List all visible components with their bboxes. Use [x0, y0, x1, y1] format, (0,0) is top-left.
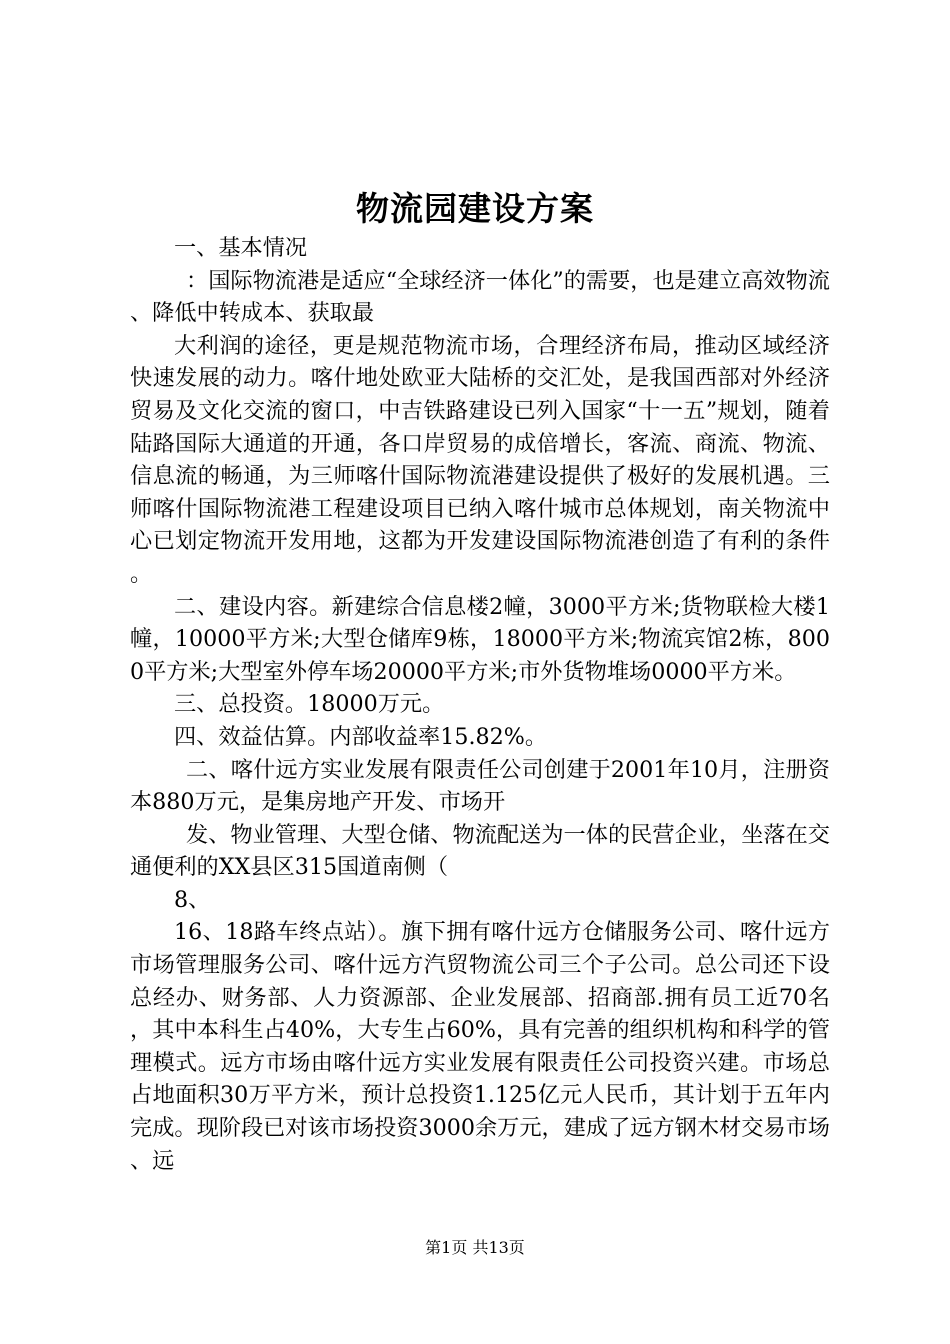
paragraph-bus-route: 8、	[174, 886, 211, 913]
paragraph-subsidiaries: 16、18路车终点站）。旗下拥有喀什远方仓储服务公司、喀什远方市场管理服务公司、喀什远方汽贸物流公司三个子公司。总公司还下设总经办、财务部、人力资源部、企业发展部、招商部.拥有员工近70名，其中本科生占40%，大专生占60%，具有完善的组织机构和科学的管理模式。远方市场由喀什远方实业发展有限责任公司投资兴建。市场总占地面积30万平方米，预计总投资1.125亿元人民币，其计划于五年内完成。现阶段已对该市场投资3000余万元，建成了远方钢木材交易市场、远	[130, 919, 830, 1174]
paragraph-construction: 二、建设内容。新建综合信息楼2幢，3000平方米;货物联检大楼1幢，10000平方米;大型仓储库9栋，18000平方米;物流宾馆2栋，8000平方米;大型室外停车场20000平方米;市外货物堆场0000平方米。	[130, 593, 830, 685]
page-footer: 第1页 共13页	[425, 1238, 525, 1257]
section-heading-basic: 一、基本情况	[174, 235, 308, 261]
paragraph-benefit: 四、效益估算。内部收益率15.82%。	[174, 723, 548, 750]
paragraph-intro: ：国际物流港是适应“全球经济一体化”的需要，也是建立高效物流、降低中转成本、获取最	[130, 267, 830, 327]
paragraph-investment: 三、总投资。18000万元。	[174, 691, 445, 718]
document-title: 物流园建设方案	[356, 189, 594, 228]
paragraph-company-cont: 发、物业管理、大型仓储、物流配送为一体的民营企业，坐落在交通便利的XX县区315国道南侧（	[130, 821, 830, 881]
paragraph-company: 二、喀什远方实业发展有限责任公司创建于2001年10月，注册资本880万元，是集房地产开发、市场开	[130, 756, 830, 816]
paragraph-background: 大利润的途径，更是规范物流市场，合理经济布局，推动区域经济快速发展的动力。喀什地处欧亚大陆桥的交汇处，是我国西部对外经济贸易及文化交流的窗口，中吉铁路建设已列入国家“十一五”规划，随着陆路国际大通道的开通，各口岸贸易的成倍增长，客流、商流、物流、信息流的畅通，为三师喀什国际物流港建设提供了极好的发展机遇。三师喀什国际物流港工程建设项目已纳入喀什城市总体规划，南关物流中心已划定物流开发用地，这都为开发建设国际物流港创造了有利的条件。	[130, 332, 830, 587]
document-body	[130, 232, 830, 1177]
